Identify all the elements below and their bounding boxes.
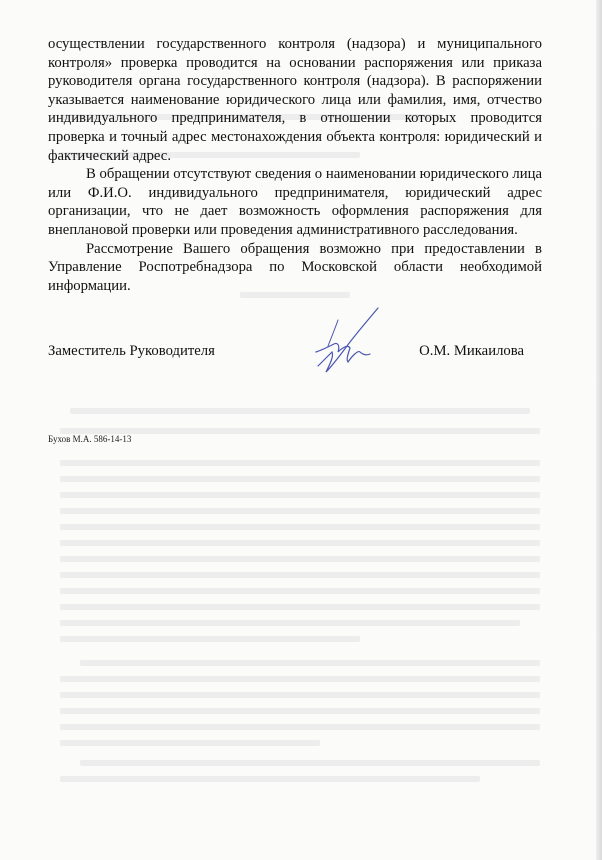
scan-edge bbox=[596, 0, 602, 860]
signature-block bbox=[48, 343, 542, 363]
handwritten-signature bbox=[308, 306, 388, 378]
paragraph-review-condition: Рассмотрение Вашего обращения возможно при предоставлении в Управление Роспотребнадзора по Московской области необходимой информации. bbox=[48, 240, 542, 294]
signatory-position: Заместитель Руководителя bbox=[48, 343, 215, 359]
letter-body bbox=[48, 35, 542, 295]
executor-contact: Бухов М.А. 586-14-13 bbox=[48, 434, 132, 444]
signatory-name: О.М. Микаилова bbox=[419, 343, 524, 359]
paragraph-continuation: осуществлении государственного контроля (надзора) и муниципального контроля» проверка проводится на основании распоряжения или приказа руководителя органа государственного контроля (надзора). В распоряжении указывается наименование юридического лица или фамилия, имя, отчество индивидуального предпринимателя, в отношении которых проводится проверка и точный адрес местонахождения объекта контроля: юридический и фактический адрес. bbox=[48, 36, 542, 164]
paragraph-missing-info: В обращении отсутствуют сведения о наименовании юридического лица или Ф.И.О. индивидуального предпринимателя, юридический адрес организации, что не дает возможность оформления распоряжения для внеплановой проверки или проведения административного расследования. bbox=[48, 166, 542, 238]
